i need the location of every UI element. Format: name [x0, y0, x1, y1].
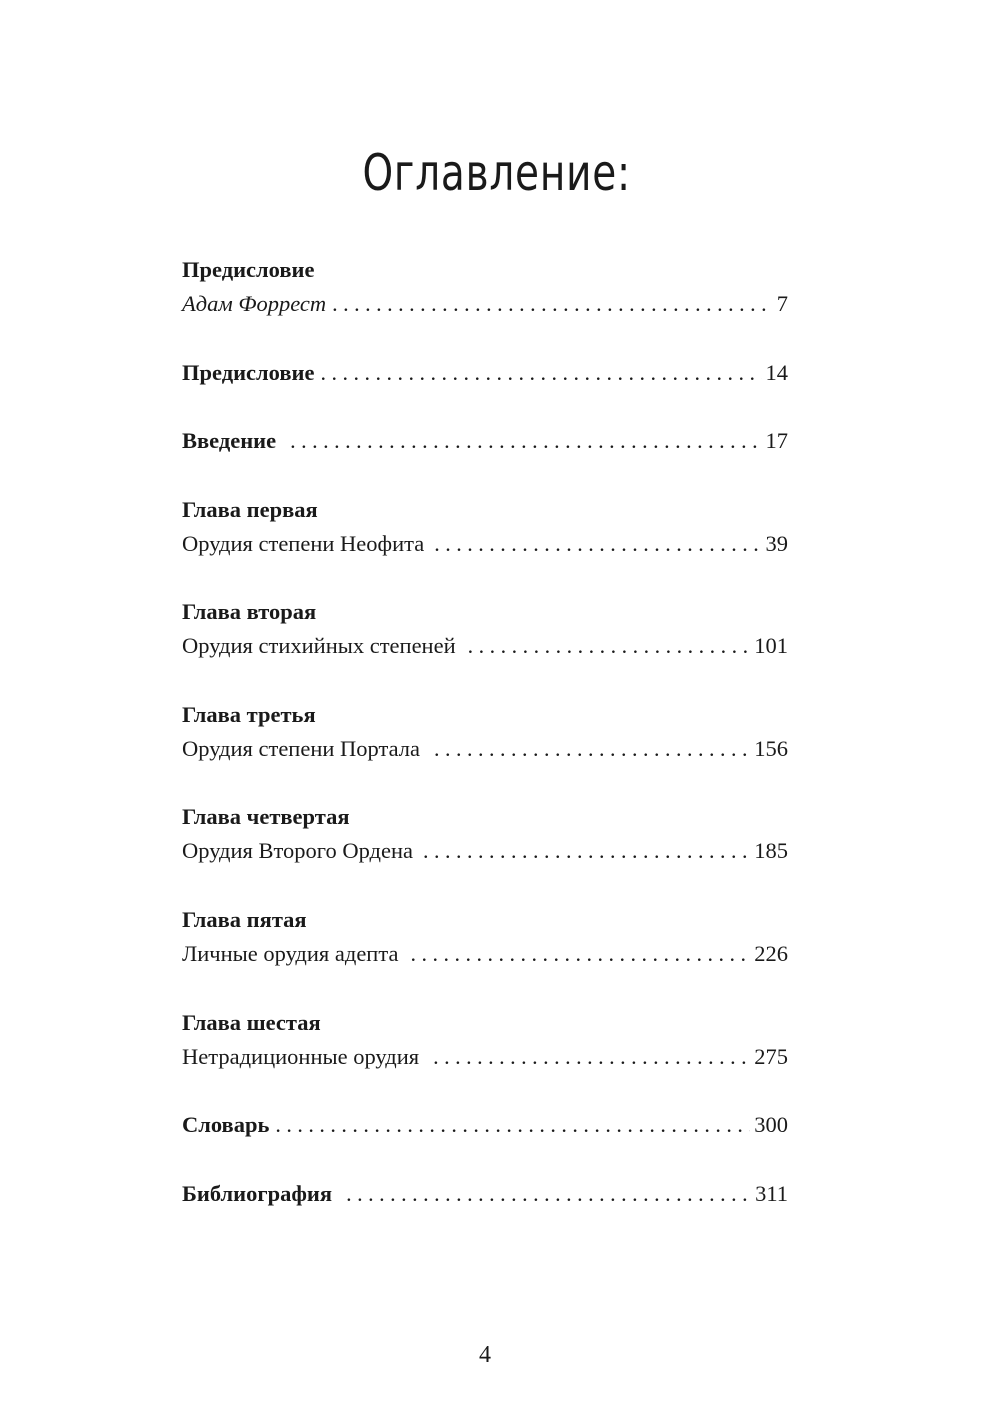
toc-label: Предисловие — [182, 360, 315, 385]
toc-label: Личные орудия адепта — [182, 941, 399, 966]
dot-leader — [290, 424, 761, 458]
dot-leader — [434, 527, 761, 561]
toc-entry-foreword-forrest[interactable] — [182, 253, 788, 321]
toc-line — [182, 834, 788, 868]
dot-leader — [332, 287, 773, 321]
toc-entry-chapter-1[interactable] — [182, 493, 788, 561]
toc-page-number: 226 — [754, 941, 788, 966]
toc-page-number: 300 — [754, 1112, 788, 1137]
toc-label: Орудия степени Неофита — [182, 531, 425, 556]
dot-leader — [346, 1177, 751, 1211]
toc-label: Орудия стихийных степеней — [182, 633, 456, 658]
toc-heading: Глава вторая — [182, 599, 317, 624]
toc-entry-chapter-5[interactable] — [182, 903, 788, 971]
toc-entry-glossary[interactable] — [182, 1108, 788, 1142]
toc-heading: Глава пятая — [182, 907, 307, 932]
toc-page-number: 275 — [754, 1044, 788, 1069]
toc-page-number: 185 — [754, 838, 788, 863]
page-number: 4 — [479, 1342, 491, 1368]
toc-page-number: 156 — [754, 736, 788, 761]
toc-label: Нетрадиционные орудия — [182, 1044, 420, 1069]
dot-leader — [434, 732, 750, 766]
toc-heading: Глава первая — [182, 497, 318, 522]
toc-heading: Глава шестая — [182, 1010, 321, 1035]
toc-entry-chapter-3[interactable] — [182, 698, 788, 766]
dot-leader — [410, 937, 750, 971]
toc-entry-chapter-6[interactable] — [182, 1006, 788, 1074]
toc-entry-foreword[interactable] — [182, 356, 788, 390]
toc-label: Словарь — [182, 1112, 270, 1137]
toc-page-number: 17 — [765, 428, 788, 453]
toc-heading: Предисловие — [182, 257, 315, 282]
toc-line — [182, 1177, 788, 1211]
toc-line — [182, 527, 788, 561]
toc-line — [182, 1108, 788, 1142]
toc-entry-bibliography[interactable] — [182, 1177, 788, 1211]
toc-line — [182, 629, 788, 663]
toc-heading: Глава четвертая — [182, 804, 350, 829]
toc-label: Орудия Второго Ордена — [182, 838, 413, 863]
dot-leader — [468, 629, 751, 663]
toc-label: Библиография — [182, 1181, 333, 1206]
toc-line — [182, 937, 788, 971]
dot-leader — [433, 1040, 750, 1074]
dot-leader — [275, 1108, 750, 1142]
toc-line — [182, 287, 788, 321]
toc-line — [182, 732, 788, 766]
dot-leader — [423, 834, 750, 868]
toc-label: Адам Форрест — [182, 291, 327, 316]
toc-label: Введение — [182, 428, 277, 453]
dot-leader — [320, 356, 761, 390]
toc-entry-introduction[interactable] — [182, 424, 788, 458]
toc-page-number: 311 — [755, 1181, 788, 1206]
toc-heading: Глава третья — [182, 702, 316, 727]
toc-label: Орудия степени Портала — [182, 736, 420, 761]
toc-page-number: 39 — [765, 531, 788, 556]
toc-line — [182, 356, 788, 390]
toc-line — [182, 424, 788, 458]
toc-entry-chapter-2[interactable] — [182, 595, 788, 663]
toc-page-number: 101 — [754, 633, 788, 658]
toc-page-number: 14 — [765, 360, 788, 385]
toc-page-number: 7 — [776, 291, 788, 316]
toc-entry-chapter-4[interactable] — [182, 800, 788, 868]
toc-line — [182, 1040, 788, 1074]
page-title: Оглавление: — [362, 143, 631, 202]
